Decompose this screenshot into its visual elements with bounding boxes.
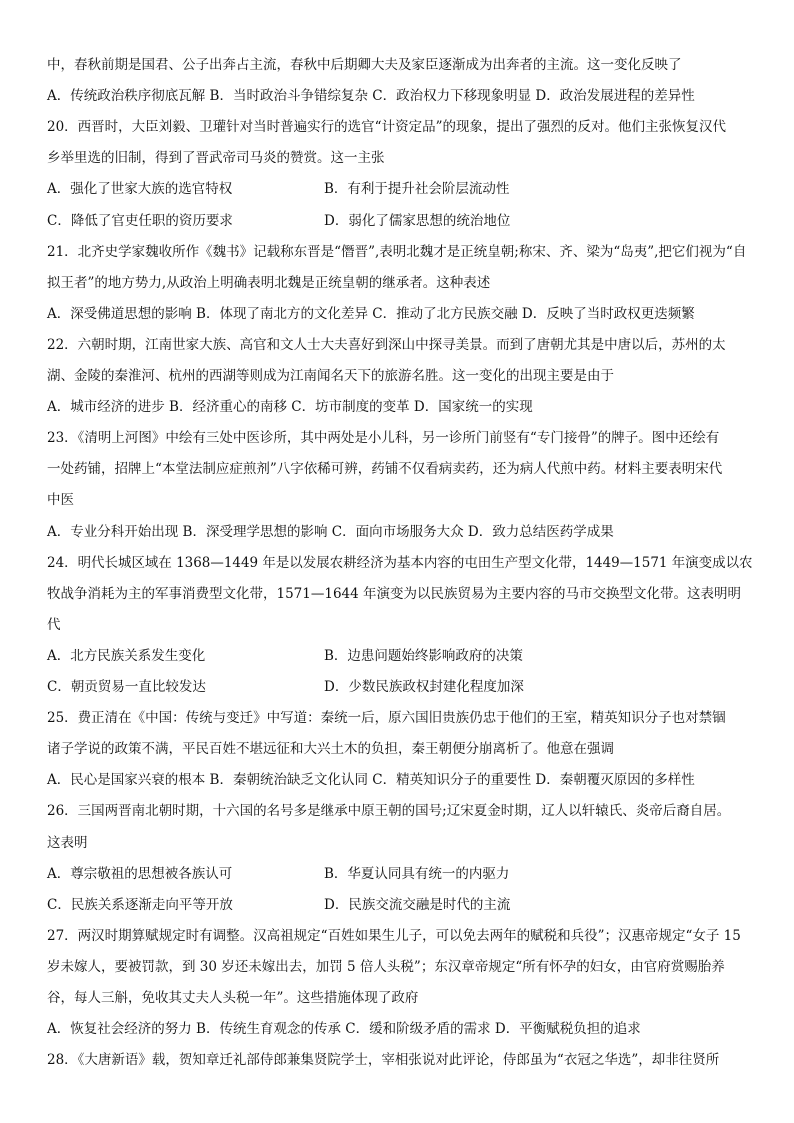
- option-text: B．边患问题始终影响政府的决策: [324, 648, 523, 664]
- option-row: [47, 896, 757, 914]
- text-line: 21．北齐史学家魏收所作《魏书》记载称东晋是“僭晋”,表明北魏才是正统皇朝;称宋、齐、梁为“岛夷”,把它们视为“自: [47, 244, 747, 260]
- text-line: 中，春秋前期是国君、公子出奔占主流，春秋中后期卿大夫及家臣逐渐成为出奔者的主流。这一变化反映了: [47, 57, 682, 73]
- text-line: 谷，每人三斛，免收其丈夫人头税一年”。这些措施体现了政府: [47, 990, 419, 1006]
- option-text: A．北方民族关系发生变化: [47, 648, 206, 664]
- text-line: A．城市经济的进步 B．经济重心的南移 C．坊市制度的变革 D．国家统一的实现: [47, 399, 533, 415]
- text-line: 23．《清明上河图》中绘有三处中医诊所，其中两处是小儿科，另一诊所门前竖有“专门接骨”的牌子。图中还绘有: [47, 430, 720, 446]
- text-line: 20．西晋时，大臣刘毅、卫瓘针对当时普遍实行的选官“计资定品”的现象，提出了强烈的反对。他们主张恢复汉代: [47, 119, 726, 135]
- option-text: A．尊宗敬祖的思想被各族认可: [47, 866, 233, 882]
- option-row: [47, 212, 757, 230]
- text-line: 乡举里选的旧制，得到了晋武帝司马炎的赞赏。这一主张: [47, 150, 385, 166]
- option-text: C．降低了官吏任职的资历要求: [47, 213, 233, 229]
- text-line: 22．六朝时期，江南世家大族、高官和文人士大夫喜好到深山中探寻美景。而到了唐朝尤其是中唐以后，苏州的太: [47, 337, 726, 353]
- option-text: D．弱化了儒家思想的统治地位: [324, 213, 511, 229]
- option-text: D．少数民族政权封建化程度加深: [324, 679, 524, 695]
- text-line: 25．费正清在《中国：传统与变迁》中写道：秦统一后，原六国旧贵族仍忠于他们的王室，精英知识分子也对禁锢: [47, 710, 726, 726]
- text-line: A．传统政治秩序彻底瓦解 B．当时政治斗争错综复杂 C．政治权力下移现象明显 D．政治发展进程的差异性: [47, 88, 695, 104]
- text-line: 24．明代长城区域在 1368—1449 年是以发展农耕经济为基本内容的屯田生产型文化带，1449—1571 年演变成以农: [47, 555, 753, 571]
- text-line: A．恢复社会经济的努力 B．传统生育观念的传承 C．缓和阶级矛盾的需求 D．平衡赋税负担的追求: [47, 1021, 641, 1037]
- option-text: C．朝贡贸易一直比较发达: [47, 679, 206, 695]
- text-line: 代: [47, 617, 61, 633]
- text-line: 牧战争消耗为主的军事消费型文化带，1571—1644 年演变为以民族贸易为主要内容的马市交换型文化带。这表明明: [47, 586, 742, 602]
- text-line: 28．《大唐新语》载，贺知章迁礼部侍郎兼集贤院学士，宰相张说对此评论，侍郎虽为“衣冠之华选”，却非往贤所: [47, 1052, 720, 1068]
- option-row: [47, 647, 757, 665]
- option-row: [47, 865, 757, 883]
- text-line: 中医: [47, 492, 74, 508]
- text-line: 27．两汉时期算赋规定时有调整。汉高祖规定“百姓如果生儿子，可以免去两年的赋税和兵役”；汉惠帝规定“女子 15: [47, 928, 741, 944]
- text-line: 拟王者”的地方势力,从政治上明确表明北魏是正统皇朝的继承者。这种表述: [47, 275, 491, 291]
- option-text: D．民族交流交融是时代的主流: [324, 897, 511, 913]
- option-row: [47, 678, 757, 696]
- text-line: 一处药铺，招牌上“本堂法制应症煎剂”八字依稀可辨，药铺不仅看病卖药，还为病人代煎中药。材料主要表明宋代: [47, 461, 723, 477]
- text-line: 26．三国两晋南北朝时期，十六国的名号多是继承中原王朝的国号;辽宋夏金时期，辽人以轩辕氏、炎帝后裔自居。: [47, 803, 731, 819]
- option-text: B．华夏认同具有统一的内驱力: [324, 866, 510, 882]
- option-text: B．有利于提升社会阶层流动性: [324, 181, 510, 197]
- text-line: 湖、金陵的秦淮河、杭州的西湖等则成为江南闻名天下的旅游名胜。这一变化的出现主要是由于: [47, 368, 614, 384]
- text-line: A．专业分科开始出现 B．深受理学思想的影响 C．面向市场服务大众 D．致力总结医药学成果: [47, 524, 614, 540]
- text-line: 诸子学说的政策不满，平民百姓不堪远征和大兴土木的负担，秦王朝便分崩离析了。他意在强调: [47, 741, 614, 757]
- text-line: 岁未嫁人，要被罚款，到 30 岁还未嫁出去，加罚 5 倍人头税”；东汉章帝规定“所有怀孕的妇女，由官府赏赐胎养: [47, 959, 725, 975]
- text-line: 这表明: [47, 835, 88, 851]
- text-line: A．深受佛道思想的影响 B．体现了南北方的文化差异 C．推动了北方民族交融 D．反映了当时政权更迭频繁: [47, 306, 695, 322]
- option-text: A．强化了世家大族的选官特权: [47, 181, 233, 197]
- option-row: [47, 180, 757, 198]
- text-line: A．民心是国家兴衰的根本 B．秦朝统治缺乏文化认同 C．精英知识分子的重要性 D．秦朝覆灭原因的多样性: [47, 772, 695, 788]
- option-text: C．民族关系逐渐走向平等开放: [47, 897, 233, 913]
